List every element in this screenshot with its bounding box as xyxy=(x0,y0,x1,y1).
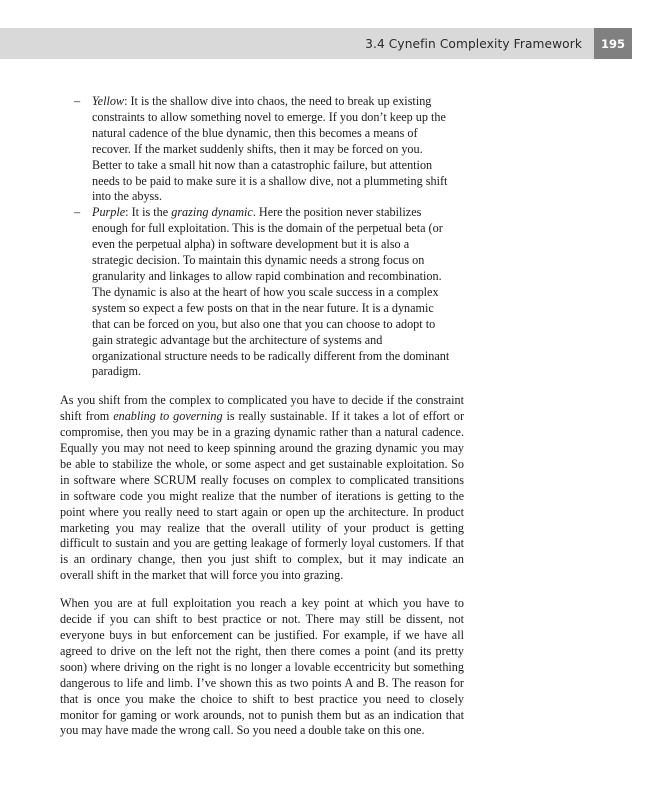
paragraph-text: is really sustainable. If it takes a lot of effort or compromise, then you may be in a grazing dynamic rather than a natural cadence. Equally you may not need to keep spinning around the grazing dynamic you may be able to stabilize the whole, or some aspect and get sustainable exploitation. So in software where SCRUM really focuses on complex to complicated transitions in software code you might realize that the number of iterations is getting to the point where you really need to start again or open up the architecture. In product marketing you may realize that the overall utility of your product is getting difficult to sustain and you are getting leakage of formerly loyal customers. If that is an ordinary change, then you just shift to complex, but it may indicate an overall shift in the market that will force you into grazing. xyxy=(60,409,465,583)
term-purple: Purple xyxy=(92,205,126,220)
bullet-dash: – xyxy=(74,205,81,220)
list-item-yellow xyxy=(60,94,464,205)
paragraph-complex-to-complicated xyxy=(60,393,464,584)
emphasis-enabling-to-governing: enabling to governing xyxy=(113,409,223,424)
bullet-text: : It is the xyxy=(125,205,172,220)
paragraph-text: As you shift from the complex to complicated you have to decide if the constraint shift from xyxy=(60,393,464,424)
dynamics-list xyxy=(60,94,464,380)
page-body xyxy=(60,94,464,751)
page-number: 195 xyxy=(594,28,632,59)
list-item-purple xyxy=(60,205,464,380)
bullet-text: . Here the position never stabilizes enough for full exploitation. This is the domain of the perpetual beta (or even the perpetual alpha) in software development but it is also a strategic decision. To maintain this dynamic needs a strong focus on granularity and linkages to allow rapid combination and recombination. The dynamic is also at the heart of how you scale success in a complex system so expect a few posts on that in the near future. It is a dynamic that can be forced on you, but also one that you can choose to adopt to gain strategic advantage but the architecture of systems and organizational structure needs to be radically different from the dominant paradigm. xyxy=(92,205,450,379)
bullet-dash: – xyxy=(74,94,81,108)
term-yellow: Yellow xyxy=(92,94,125,108)
paragraph-full-exploitation: When you are at full exploitation you reach a key point at which you have to decide if you can shift to best practice or not. There may still be dissent, not everyone buys in but enforcement can be justified. For example, if we have all agreed to drive on the left not the right, then there comes a point (and its pretty soon) where driving on the right is no longer a lovable eccentricity but something dangerous to life and limb. I’ve shown this as two points A and B. The reason for that is once you make the choice to shift to best practice you need to closely monitor for gaming or work arounds, not to punish them but as an indication that you may have made the wrong call. So you need a double take on this one. xyxy=(60,596,464,738)
emphasis-grazing-dynamic: grazing dynamic xyxy=(171,205,253,220)
bullet-text: : It is the shallow dive into chaos, the need to break up existing constraints to allow something novel to emerge. If you don’t keep up the natural cadence of the blue dynamic, then this becomes a means of recover. If the market suddenly shifts, then it may be forced on you. Better to take a small hit now than a catastrophic failure, but attention needs to be paid to make sure it is a shallow dive, not a plummeting shift into the abyss. xyxy=(92,94,448,204)
running-header-title: 3.4 Cynefin Complexity Framework xyxy=(365,37,582,51)
